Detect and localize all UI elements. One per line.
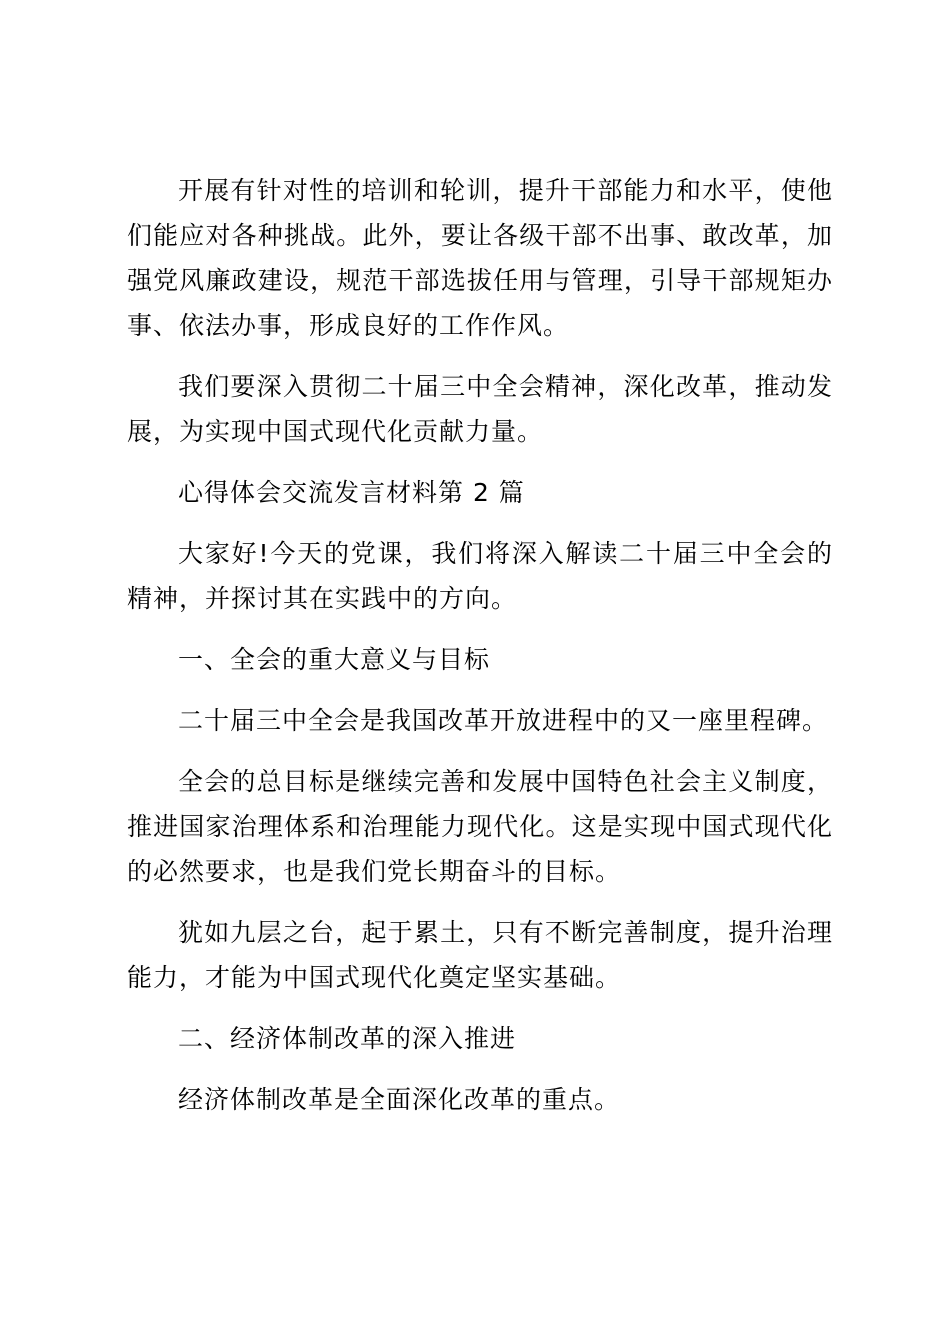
paragraph: 全会的总目标是继续完善和发展中国特色社会主义制度，推进国家治理体系和治理能力现代化。这是实现中国式现代化的必然要求，也是我们党长期奋斗的目标。 bbox=[127, 767, 833, 886]
paragraph: 二十届三中全会是我国改革开放进程中的又一座里程碑。 bbox=[178, 706, 829, 735]
paragraph: 我们要深入贯彻二十届三中全会精神，深化改革，推动发展，为实现中国式现代化贡献力量。 bbox=[127, 372, 833, 446]
section-title: 心得体会交流发言材料第 2 篇 bbox=[178, 478, 525, 507]
document-body bbox=[127, 168, 833, 1138]
section-heading: 一、全会的重大意义与目标 bbox=[178, 645, 491, 674]
paragraph: 犹如九层之台，起于累土，只有不断完善制度，提升治理能力，才能为中国式现代化奠定坚实基础。 bbox=[127, 918, 833, 992]
paragraph: 大家好!今天的党课，我们将深入解读二十届三中全会的精神，并探讨其在实践中的方向。 bbox=[127, 539, 833, 613]
paragraph: 开展有针对性的培训和轮训，提升干部能力和水平，使他们能应对各种挑战。此外，要让各级干部不出事、敢改革，加强党风廉政建设，规范干部选拔任用与管理，引导干部规矩办事、依法办事，形成良好的工作作风。 bbox=[127, 176, 833, 340]
paragraph: 经济体制改革是全面深化改革的重点。 bbox=[178, 1085, 621, 1114]
section-heading: 二、经济体制改革的深入推进 bbox=[178, 1024, 517, 1053]
